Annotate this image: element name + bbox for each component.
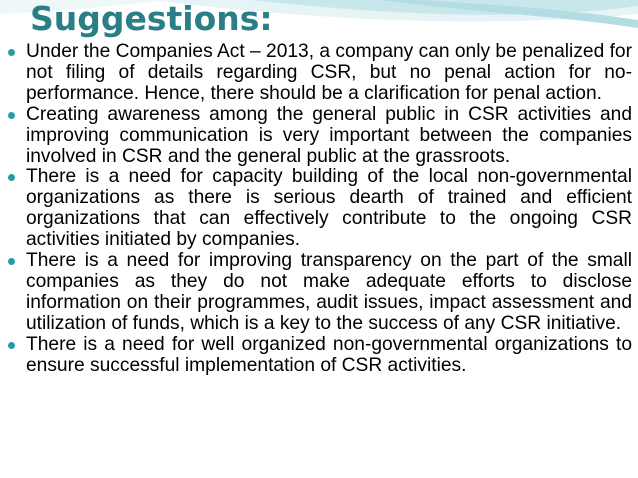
bullet-dot-icon: [8, 342, 15, 349]
bullet-list: [6, 42, 632, 377]
slide-title: Suggestions:: [30, 0, 273, 38]
bullet-text: Creating awareness among the general public in CSR activities and improving communication is very important between the companies involved in CSR and the general public at the grassroots.: [26, 103, 632, 167]
bullet-text: There is a need for capacity building of the local non-governmental organizations as there is serious dearth of trained and efficient organizations that can effectively contribute to the ongoing CSR activities initiated by companies.: [26, 166, 632, 251]
bullet-dot-icon: [8, 258, 15, 265]
bullet-text: There is a need for improving transparency on the part of the small companies as they do not make adequate efforts to disclose information on their programmes, audit issues, impact assessment and utilization of funds, which is a key to the success of any CSR initiative.: [26, 250, 632, 334]
bullet-item: [6, 105, 632, 168]
bullet-text: Under the Companies Act – 2013, a company can only be penalized for not filing of details regarding CSR, but no penal action for no-performance. Hence, there should be a clarification for penal action.: [26, 41, 632, 104]
bullet-dot-icon: [8, 112, 15, 119]
bullet-item: [6, 167, 632, 251]
bullet-item: [6, 251, 632, 335]
bullet-dot-icon: [8, 174, 15, 181]
bullet-item: [6, 42, 632, 105]
bullet-dot-icon: [8, 49, 15, 56]
bullet-text: There is a need for well organized non-governmental organizations to ensure successful implementation of CSR activities.: [26, 333, 632, 376]
bullet-item: [6, 335, 632, 377]
